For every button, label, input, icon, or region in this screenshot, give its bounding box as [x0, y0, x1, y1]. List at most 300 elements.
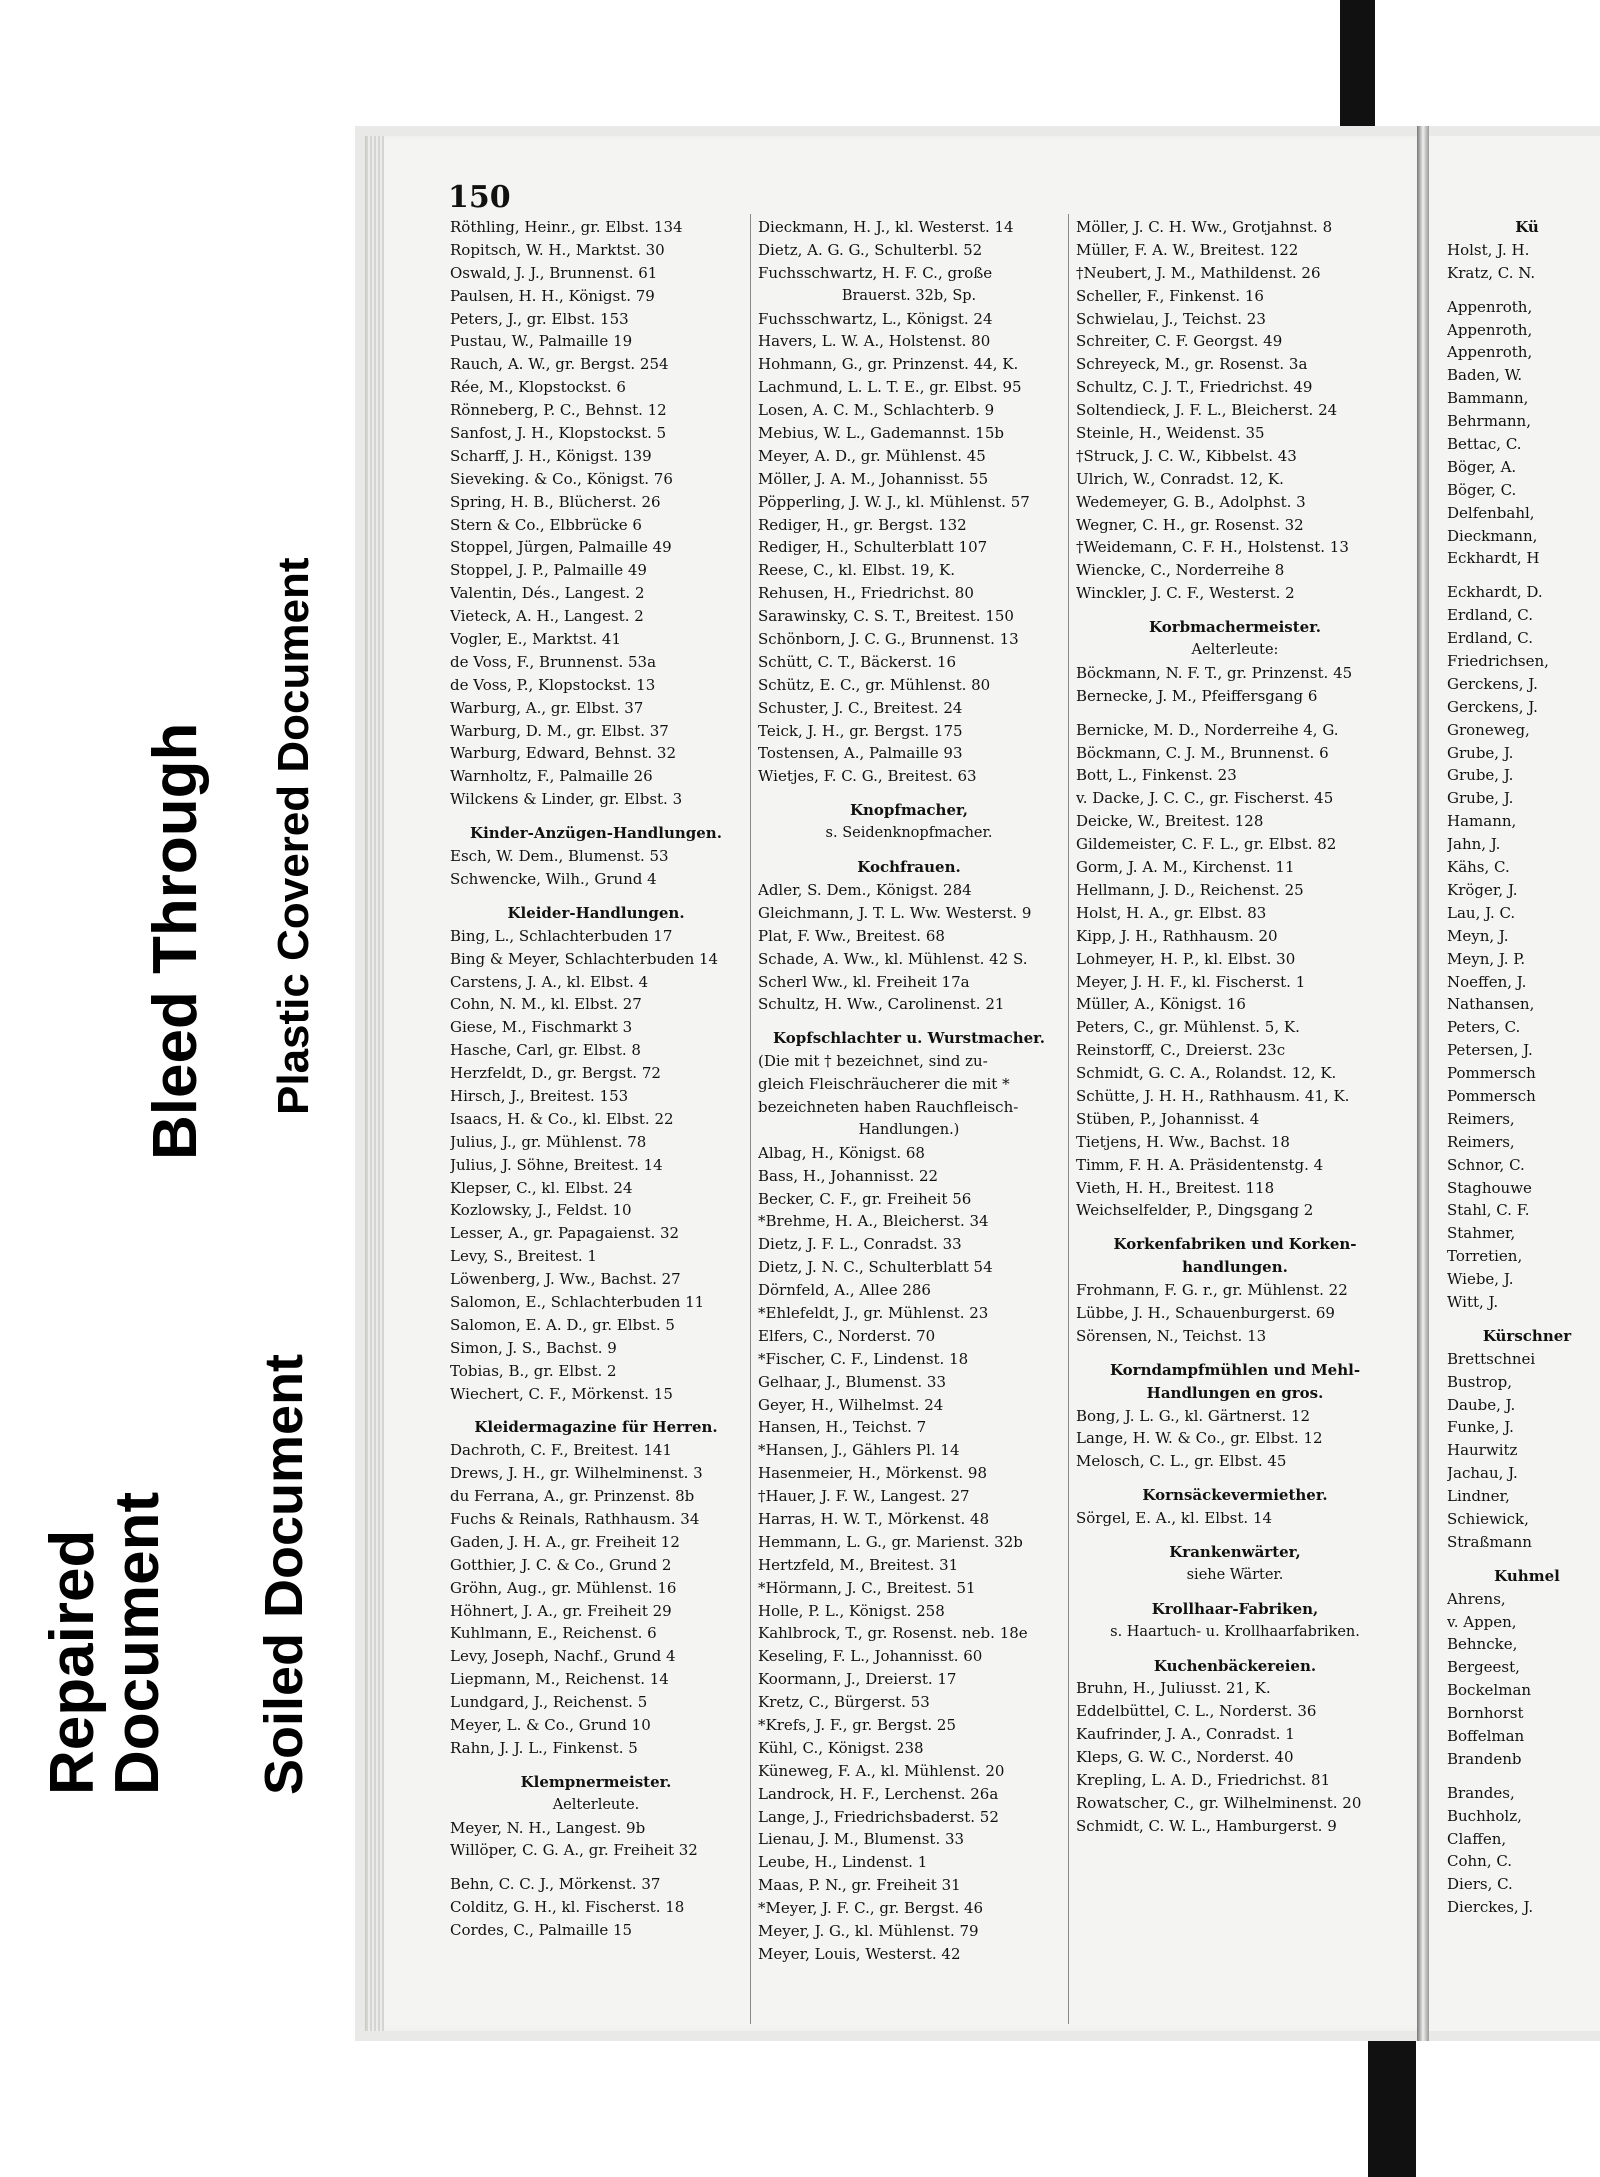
directory-entry: Gerckens, J.: [1447, 674, 1538, 693]
directory-entry: *Meyer, J. F. C., gr. Bergst. 46: [758, 1899, 984, 1918]
directory-entry: Hansen, H., Teichst. 7: [758, 1418, 927, 1437]
directory-entry: Stern & Co., Elbbrücke 6: [450, 515, 642, 534]
directory-entry: Bott, L., Finkenst. 23: [1076, 766, 1237, 785]
directory-entry: Drews, J. H., gr. Wilhelminenst. 3: [450, 1464, 703, 1483]
directory-entry: Hertzfeld, M., Breitest. 31: [758, 1555, 959, 1574]
directory-entry: Reese, C., kl. Elbst. 19, K.: [758, 561, 956, 580]
directory-entry: Bornhorst: [1447, 1704, 1524, 1723]
directory-entry: Baden, W.: [1447, 366, 1523, 385]
directory-entry: Havers, L. W. A., Holstenst. 80: [758, 332, 991, 351]
directory-entry: Meyer, L. & Co., Grund 10: [450, 1716, 651, 1734]
directory-entry: Schwencke, Wilh., Grund 4: [450, 869, 657, 888]
directory-entry: Teick, J. H., gr. Bergst. 175: [758, 721, 963, 740]
directory-entry: Schultz, C. J. T., Friedrichst. 49: [1076, 378, 1313, 397]
directory-entry: Warburg, A., gr. Elbst. 37: [450, 698, 644, 717]
directory-entry: Colditz, G. H., kl. Fischerst. 18: [450, 1898, 685, 1917]
directory-entry: Schwielau, J., Teichst. 23: [1076, 309, 1266, 328]
directory-entry: Erdland, C.: [1447, 629, 1533, 648]
directory-entry: *Krefs, J. F., gr. Bergst. 25: [758, 1716, 956, 1734]
directory-entry: siehe Wärter.: [1186, 1566, 1284, 1583]
directory-entry: Böger, C.: [1447, 480, 1517, 499]
directory-entry: Warnholtz, F., Palmaille 26: [450, 767, 653, 786]
directory-entry: Ulrich, W., Conradst. 12, K.: [1076, 469, 1284, 488]
directory-entry: Lachmund, L. L. T. E., gr. Elbst. 95: [758, 378, 1022, 397]
directory-entry: Bettac, C.: [1447, 435, 1522, 454]
directory-entry: Julius, J. Söhne, Breitest. 14: [450, 1155, 663, 1174]
directory-entry: Peters, C.: [1447, 1018, 1521, 1037]
directory-entry: Schmidt, C. W. L., Hamburgerst. 9: [1076, 1816, 1337, 1835]
spacer: [1447, 1314, 1600, 1325]
directory-entry: Meyer, J. G., kl. Mühlenst. 79: [758, 1922, 979, 1941]
spacer: [450, 891, 742, 902]
directory-entry: Appenroth,: [1447, 320, 1533, 339]
directory-entry: Rediger, H., gr. Bergst. 132: [758, 515, 967, 534]
directory-entry: Behncke,: [1447, 1635, 1518, 1654]
directory-entry: Diers, C.: [1447, 1875, 1513, 1894]
directory-entry: Aelterleute.: [552, 1796, 640, 1813]
directory-entry: Friedrichsen,: [1447, 652, 1549, 671]
directory-entry: Möller, J. A. M., Johannisst. 55: [758, 469, 989, 488]
directory-entry: Reimers,: [1447, 1109, 1515, 1128]
directory-entry: Staghouwe: [1447, 1178, 1532, 1197]
directory-entry: Grube, J.: [1447, 789, 1514, 808]
directory-entry: Behrmann,: [1447, 412, 1531, 431]
directory-entry: Kähs, C.: [1447, 858, 1510, 877]
directory-entry: *Ehlefeldt, J., gr. Mühlenst. 23: [758, 1303, 989, 1322]
directory-entry: Rahn, J. J. L., Finkenst. 5: [450, 1738, 638, 1757]
directory-entry: Schütz, E. C., gr. Mühlenst. 80: [758, 675, 991, 694]
column-divider: [1068, 214, 1069, 2024]
directory-entry: Simon, J. S., Bachst. 9: [450, 1338, 617, 1357]
directory-entry: Frohmann, F. G. r., gr. Mühlenst. 22: [1076, 1281, 1348, 1300]
book-spine: [1417, 126, 1429, 2041]
directory-entry: Kipp, J. H., Rathhausm. 20: [1076, 926, 1278, 945]
spacer: [758, 1016, 1060, 1027]
directory-entry: Reimers,: [1447, 1132, 1515, 1151]
directory-entry: Stahmer,: [1447, 1224, 1516, 1243]
directory-entry: Appenroth,: [1447, 343, 1533, 362]
directory-entry: Böger, A.: [1447, 457, 1517, 476]
directory-entry: Paulsen, H. H., Königst. 79: [450, 286, 655, 305]
directory-entry: *Brehme, H. A., Bleicherst. 34: [758, 1212, 989, 1231]
directory-entry: de Voss, F., Brunnenst. 53a: [450, 652, 657, 671]
directory-entry: Schütt, C. T., Bäckerst. 16: [758, 652, 957, 671]
directory-entry: Gaden, J. H. A., gr. Freiheit 12: [450, 1532, 680, 1551]
directory-entry: Eddelbüttel, C. L., Norderst. 36: [1076, 1702, 1317, 1721]
directory-entry: Weichselfelder, P., Dingsgang 2: [1076, 1201, 1314, 1220]
directory-entry: Carstens, J. A., kl. Elbst. 4: [450, 972, 649, 991]
directory-entry: Krepling, L. A. D., Friedrichst. 81: [1076, 1771, 1331, 1789]
spacer: [1447, 1771, 1600, 1782]
directory-entry: Rowatscher, C., gr. Wilhelminenst. 20: [1076, 1793, 1362, 1812]
directory-entry: Gotthier, J. C. & Co., Grund 2: [450, 1555, 672, 1574]
directory-entry: Bong, J. L. G., kl. Gärtnerst. 12: [1076, 1406, 1311, 1425]
directory-entry: gleich Fleischräucherer die mit *: [758, 1075, 1010, 1094]
directory-entry: Eckhardt, D.: [1447, 583, 1543, 602]
directory-entry: Hamann,: [1447, 812, 1517, 831]
directory-entry: *Hansen, J., Gählers Pl. 14: [758, 1441, 960, 1460]
spacer: [450, 811, 742, 822]
directory-entry: †Hauer, J. F. W., Langest. 27: [758, 1487, 970, 1506]
section-heading: Korbmachermeister.: [1149, 618, 1321, 637]
directory-entry: Maas, P. N., gr. Freiheit 31: [758, 1876, 961, 1895]
directory-entry: Kühl, C., Königst. 238: [758, 1738, 924, 1757]
directory-entry: Sarawinsky, C. S. T., Breitest. 150: [758, 607, 1014, 626]
directory-entry: Hirsch, J., Breitest. 153: [450, 1086, 629, 1105]
directory-entry: Schuster, J. C., Breitest. 24: [758, 698, 963, 717]
section-heading: Krankenwärter,: [1169, 1542, 1301, 1561]
directory-entry: Wietjes, F. C. G., Breitest. 63: [758, 767, 977, 786]
directory-entry: †Weidemann, C. F. H., Holstenst. 13: [1076, 538, 1349, 557]
directory-entry: Reinstorff, C., Dreierst. 23c: [1076, 1041, 1286, 1060]
directory-entry: Wiebe, J.: [1447, 1270, 1514, 1289]
directory-entry: Levy, Joseph, Nachf., Grund 4: [450, 1647, 676, 1666]
directory-entry: Warburg, Edward, Behnst. 32: [450, 744, 677, 763]
directory-entry: Schade, A. Ww., kl. Mühlenst. 42 S.: [758, 949, 1028, 968]
directory-entry: Rauch, A. W., gr. Bergst. 254: [450, 355, 669, 374]
directory-entry: Vieth, H. H., Breitest. 118: [1076, 1178, 1275, 1197]
directory-entry: Straßmann: [1447, 1532, 1532, 1551]
directory-entry: Kuhlmann, E., Reichenst. 6: [450, 1624, 657, 1643]
directory-entry: Plat, F. Ww., Breitest. 68: [758, 926, 945, 945]
directory-entry: Wegner, C. H., gr. Rosenst. 32: [1076, 515, 1304, 534]
spacer: [450, 1405, 742, 1416]
book-scan: [355, 126, 1600, 2041]
directory-entry: Schütte, J. H. H., Rathhausm. 41, K.: [1076, 1086, 1350, 1105]
directory-entry: Gleichmann, J. T. L. Ww. Westerst. 9: [758, 903, 1032, 922]
directory-entry: Schmidt, G. C. A., Rolandst. 12, K.: [1076, 1064, 1337, 1083]
directory-entry: Landrock, H. F., Lerchenst. 26a: [758, 1784, 999, 1803]
directory-entry: Behn, C. C. J., Mörkenst. 37: [450, 1875, 661, 1894]
directory-entry: Salomon, E. A. D., gr. Elbst. 5: [450, 1315, 675, 1334]
directory-entry: Wiechert, C. F., Mörkenst. 15: [450, 1384, 673, 1403]
section-heading: Korkenfabriken und Korken-: [1113, 1235, 1357, 1254]
directory-entry: Scharff, J. H., Königst. 139: [450, 446, 652, 465]
directory-entry: Lange, J., Friedrichsbaderst. 52: [758, 1807, 999, 1826]
directory-entry: Nathansen,: [1447, 995, 1535, 1014]
directory-entry: Ropitsch, W. H., Marktst. 30: [450, 240, 665, 259]
directory-entry: Holst, J. H.: [1447, 240, 1530, 259]
directory-entry: Valentin, Dés., Langest. 2: [450, 584, 645, 603]
directory-entry: Mebius, W. L., Gademannst. 15b: [758, 424, 1004, 443]
directory-entry: Brandenb: [1447, 1749, 1522, 1768]
directory-entry: Scheller, F., Finkenst. 16: [1076, 286, 1264, 305]
directory-entry: *Fischer, C. F., Lindenst. 18: [758, 1349, 969, 1368]
section-heading: handlungen.: [1182, 1258, 1288, 1277]
directory-entry: Löwenberg, J. Ww., Bachst. 27: [450, 1270, 681, 1289]
bottom-right-tab: [1368, 2035, 1416, 2177]
directory-entry: Meyer, A. D., gr. Mühlenst. 45: [758, 446, 986, 465]
spacer: [1076, 605, 1394, 616]
directory-entry: bezeichneten haben Rauchfleisch-: [758, 1097, 1019, 1116]
directory-entry: Adler, S. Dem., Königst. 284: [758, 880, 972, 899]
directory-entry: Vogler, E., Marktst. 41: [450, 630, 622, 649]
directory-entry: Gerckens, J.: [1447, 697, 1538, 716]
directory-entry: Gelhaar, J., Blumenst. 33: [758, 1372, 947, 1391]
directory-entry: Deicke, W., Breitest. 128: [1076, 812, 1264, 831]
directory-entry: Pommersch: [1447, 1086, 1536, 1105]
directory-entry: Kratz, C. N.: [1447, 263, 1536, 282]
directory-entry: Bernicke, M. D., Norderreihe 4, G.: [1076, 720, 1339, 739]
directory-page: [365, 136, 1420, 2031]
directory-entry: Funke, J.: [1447, 1418, 1514, 1437]
directory-entry: Rehusen, H., Friedrichst. 80: [758, 584, 974, 603]
section-heading: Kuchenbäckereien.: [1153, 1656, 1317, 1675]
directory-entry: Warburg, D. M., gr. Elbst. 37: [450, 721, 669, 740]
directory-entry: Wiencke, C., Norderreihe 8: [1076, 561, 1285, 580]
directory-entry: Rönneberg, P. C., Behnst. 12: [450, 401, 667, 420]
directory-entry: Pommersch: [1447, 1064, 1536, 1083]
directory-entry: Hemmann, L. G., gr. Marienst. 32b: [758, 1532, 1023, 1551]
directory-entry: de Voss, P., Klopstockst. 13: [450, 675, 656, 694]
directory-entry: Cohn, N. M., kl. Elbst. 27: [450, 995, 642, 1014]
directory-entry: Bustrop,: [1447, 1372, 1512, 1391]
directory-entry: Sanfost, J. H., Klopstockst. 5: [450, 424, 667, 443]
spacer: [1076, 1222, 1394, 1233]
directory-entry: Hasche, Carl, gr. Elbst. 8: [450, 1041, 641, 1060]
directory-entry: Röthling, Heinr., gr. Elbst. 134: [450, 218, 683, 236]
directory-entry: Wilckens & Linder, gr. Elbst. 3: [450, 790, 683, 809]
directory-entry: Tobias, B., gr. Elbst. 2: [450, 1361, 617, 1380]
directory-entry: Bing, L., Schlachterbuden 17: [450, 926, 673, 945]
spacer: [1076, 708, 1394, 719]
directory-entry: Witt, J.: [1447, 1292, 1499, 1311]
directory-entry: Oswald, J. J., Brunnenst. 61: [450, 263, 658, 282]
directory-entry: Höhnert, J. A., gr. Freiheit 29: [450, 1601, 672, 1620]
directory-entry: (Die mit † bezeichnet, sind zu-: [758, 1052, 988, 1071]
directory-entry: Losen, A. C. M., Schlachterb. 9: [758, 401, 995, 420]
column-2: [758, 216, 1060, 1966]
directory-entry: Tostensen, A., Palmaille 93: [758, 744, 963, 763]
directory-entry: Ahrens,: [1447, 1589, 1506, 1608]
directory-entry: Fuchs & Reinals, Rathhausm. 34: [450, 1509, 700, 1528]
directory-entry: Schultz, H. Ww., Carolinenst. 21: [758, 995, 1005, 1014]
column-4: [1447, 216, 1600, 1919]
directory-entry: Steinle, H., Weidenst. 35: [1076, 424, 1265, 443]
directory-entry: Daube, J.: [1447, 1395, 1516, 1414]
directory-entry: Schönborn, J. C. G., Brunnenst. 13: [758, 630, 1019, 649]
directory-entry: Pöpperling, J. W. J., kl. Mühlenst. 57: [758, 492, 1030, 511]
section-heading: Kürschner: [1482, 1326, 1572, 1345]
directory-entry: Torretien,: [1447, 1247, 1523, 1266]
directory-entry: Lohmeyer, H. P., kl. Elbst. 30: [1076, 949, 1296, 968]
directory-entry: Grube, J.: [1447, 766, 1514, 785]
directory-entry: du Ferrana, A., gr. Prinzenst. 8b: [450, 1487, 695, 1506]
directory-entry: Geyer, H., Wilhelmst. 24: [758, 1395, 944, 1414]
directory-entry: Gorm, J. A. M., Kirchenst. 11: [1076, 858, 1295, 877]
directory-entry: Kretz, C., Bürgerst. 53: [758, 1693, 930, 1712]
directory-entry: Holst, H. A., gr. Elbst. 83: [1076, 903, 1267, 922]
directory-entry: Peters, J., gr. Elbst. 153: [450, 309, 629, 328]
directory-entry: Meyer, Louis, Westerst. 42: [758, 1944, 961, 1963]
directory-entry: Isaacs, H. & Co., kl. Elbst. 22: [450, 1109, 674, 1128]
directory-entry: Kleps, G. W. C., Norderst. 40: [1076, 1748, 1294, 1767]
directory-entry: Petersen, J.: [1447, 1041, 1533, 1060]
directory-entry: Brandes,: [1447, 1783, 1515, 1802]
directory-entry: Handlungen.): [858, 1121, 960, 1138]
directory-entry: Stoppel, J. P., Palmaille 49: [450, 561, 647, 580]
directory-entry: Julius, J., gr. Mühlenst. 78: [450, 1132, 647, 1151]
directory-entry: Fuchsschwartz, H. F. C., große: [758, 263, 993, 282]
directory-entry: Bernecke, J. M., Pfeiffersgang 6: [1076, 686, 1318, 705]
directory-entry: Wedemeyer, G. B., Adolphst. 3: [1076, 492, 1306, 511]
directory-entry: Meyn, J.: [1447, 926, 1509, 945]
directory-entry: Bergeest,: [1447, 1658, 1520, 1677]
directory-entry: Dietz, J. F. L., Conradst. 33: [758, 1235, 962, 1254]
directory-entry: Lindner,: [1447, 1487, 1510, 1506]
directory-entry: Lange, H. W. & Co., gr. Elbst. 12: [1076, 1429, 1323, 1448]
directory-entry: Stüben, P., Johannisst. 4: [1076, 1109, 1260, 1128]
spacer: [758, 788, 1060, 799]
directory-entry: Hasenmeier, H., Mörkenst. 98: [758, 1464, 988, 1483]
section-heading: Knopfmacher,: [849, 801, 969, 820]
directory-entry: Leube, H., Lindenst. 1: [758, 1853, 928, 1872]
directory-entry: Sörensen, N., Teichst. 13: [1076, 1326, 1267, 1345]
directory-entry: †Neubert, J. M., Mathildenst. 26: [1076, 263, 1321, 282]
directory-entry: Gröhn, Aug., gr. Mühlenst. 16: [450, 1578, 677, 1597]
directory-entry: Dietz, J. N. C., Schulterblatt 54: [758, 1258, 993, 1277]
spacer: [1076, 1473, 1394, 1484]
directory-entry: Meyer, J. H. F., kl. Fischerst. 1: [1076, 972, 1306, 991]
directory-entry: Sieveking. & Co., Königst. 76: [450, 469, 673, 488]
directory-entry: Sörgel, E. A., kl. Elbst. 14: [1076, 1509, 1273, 1528]
label-bleed-through: Bleed Through: [141, 722, 210, 1160]
directory-entry: Vieteck, A. H., Langest. 2: [450, 607, 644, 626]
directory-entry: Boffelman: [1447, 1727, 1525, 1745]
directory-entry: Levy, S., Breitest. 1: [450, 1247, 597, 1266]
spacer: [758, 845, 1060, 856]
directory-entry: Schreiter, C. F. Georgst. 49: [1076, 332, 1283, 351]
directory-entry: Stoppel, Jürgen, Palmaille 49: [450, 538, 672, 557]
directory-entry: Pustau, W., Palmaille 19: [450, 332, 633, 351]
directory-entry: Lundgard, J., Reichenst. 5: [450, 1693, 648, 1712]
directory-entry: Bruhn, H., Juliusst. 21, K.: [1076, 1679, 1271, 1698]
section-heading: Kuhmel: [1494, 1566, 1560, 1585]
spacer: [1447, 570, 1600, 581]
spacer: [450, 1862, 742, 1873]
directory-entry: Giese, M., Fischmarkt 3: [450, 1018, 633, 1037]
directory-entry: Willöper, C. G. A., gr. Freiheit 32: [450, 1841, 698, 1860]
directory-entry: Aelterleute:: [1191, 642, 1279, 659]
directory-entry: Groneweg,: [1447, 720, 1530, 739]
directory-entry: Holle, P. L., Königst. 258: [758, 1601, 945, 1620]
section-heading: Kinder-Anzügen-Handlungen.: [470, 824, 722, 843]
directory-entry: Möller, J. C. H. Ww., Grotjahnst. 8: [1076, 218, 1333, 236]
directory-entry: Esch, W. Dem., Blumenst. 53: [450, 847, 669, 866]
directory-entry: s. Seidenknopfmacher.: [825, 825, 993, 842]
directory-entry: Albag, H., Königst. 68: [758, 1143, 925, 1162]
directory-entry: Dietz, A. G. G., Schulterbl. 52: [758, 240, 983, 259]
directory-entry: Dieckmann, H. J., kl. Westerst. 14: [758, 218, 1014, 236]
directory-entry: Hohmann, G., gr. Prinzenst. 44, K.: [758, 355, 1019, 374]
directory-entry: v. Dacke, J. C. C., gr. Fischerst. 45: [1076, 789, 1334, 808]
directory-entry: Appenroth,: [1447, 297, 1533, 316]
section-heading: Krollhaar-Fabriken,: [1151, 1599, 1319, 1618]
spacer: [1076, 1644, 1394, 1655]
directory-entry: Erdland, C.: [1447, 606, 1533, 625]
directory-entry: Haurwitz: [1447, 1441, 1518, 1460]
directory-entry: Noeffen, J.: [1447, 972, 1527, 991]
directory-entry: Kahlbrock, T., gr. Rosenst. neb. 18e: [758, 1624, 1028, 1643]
facing-page-clipped: [1429, 136, 1600, 2031]
spacer: [1076, 1530, 1394, 1541]
spacer: [450, 1760, 742, 1771]
directory-entry: Gildemeister, C. F. L., gr. Elbst. 82: [1076, 835, 1337, 854]
section-heading: Kornsäckevermiether.: [1142, 1486, 1328, 1505]
directory-entry: Schiewick,: [1447, 1509, 1529, 1528]
directory-entry: Scherl Ww., kl. Freiheit 17a: [758, 972, 970, 991]
directory-entry: Bockelman: [1447, 1681, 1532, 1700]
directory-entry: Meyn, J. P.: [1447, 949, 1526, 968]
directory-entry: Rediger, H., Schulterblatt 107: [758, 538, 988, 557]
directory-entry: Kozlowsky, J., Feldst. 10: [450, 1201, 632, 1220]
page-number: 150: [448, 180, 511, 215]
spacer: [1447, 1554, 1600, 1565]
directory-entry: *Hörmann, J. C., Breitest. 51: [758, 1578, 976, 1597]
directory-entry: Böckmann, C. J. M., Brunnenst. 6: [1076, 743, 1329, 762]
directory-entry: Delfenbahl,: [1447, 503, 1535, 522]
label-soiled-document: Soiled Document: [254, 1353, 314, 1795]
directory-entry: Harras, H. W. T., Mörkenst. 48: [758, 1509, 990, 1528]
directory-entry: Lübbe, J. H., Schauenburgerst. 69: [1076, 1303, 1335, 1322]
top-right-tab: [1340, 0, 1375, 140]
directory-entry: †Struck, J. C. W., Kibbelst. 43: [1076, 446, 1297, 465]
directory-entry: Timm, F. H. A. Präsidentenstg. 4: [1076, 1155, 1324, 1174]
directory-entry: Cohn, C.: [1447, 1852, 1513, 1871]
directory-entry: Rée, M., Klopstockst. 6: [450, 378, 626, 397]
directory-entry: Lau, J. C.: [1447, 903, 1516, 922]
directory-entry: Dieckmann,: [1447, 526, 1538, 545]
directory-entry: Küneweg, F. A., kl. Mühlenst. 20: [758, 1761, 1005, 1780]
directory-entry: Dierckes, J.: [1447, 1898, 1534, 1917]
directory-entry: Salomon, E., Schlachterbuden 11: [450, 1292, 705, 1311]
directory-entry: Claffen,: [1447, 1829, 1507, 1848]
directory-entry: Schreyeck, M., gr. Rosenst. 3a: [1076, 355, 1308, 374]
section-heading: Korndampfmühlen und Mehl-: [1109, 1360, 1361, 1379]
directory-entry: Herzfeldt, D., gr. Bergst. 72: [450, 1064, 661, 1083]
watermark-labels: [0, 0, 352, 2177]
directory-entry: Stahl, C. F.: [1447, 1201, 1530, 1220]
directory-entry: Kröger, J.: [1447, 880, 1518, 899]
directory-entry: Kaufrinder, J. A., Conradst. 1: [1076, 1725, 1295, 1744]
column-divider: [750, 214, 751, 2024]
directory-entry: Fuchsschwartz, L., Königst. 24: [758, 309, 993, 328]
directory-entry: Bing & Meyer, Schlachterbuden 14: [450, 949, 719, 968]
section-heading: Klempnermeister.: [520, 1772, 672, 1791]
label-plastic-covered-document: Plastic Covered Document: [269, 557, 318, 1115]
column-3: [1076, 216, 1394, 1838]
section-heading: Kleider-Handlungen.: [507, 903, 685, 922]
directory-entry: Cordes, C., Palmaille 15: [450, 1921, 633, 1940]
section-heading: Kopfschlachter u. Wurstmacher.: [773, 1029, 1045, 1048]
directory-entry: Soltendieck, J. F. L., Bleicherst. 24: [1076, 401, 1338, 420]
label-repaired-document: Repaired Document: [38, 1491, 173, 1795]
section-heading: Handlungen en gros.: [1146, 1383, 1324, 1402]
directory-entry: Müller, F. A. W., Breitest. 122: [1076, 240, 1299, 259]
column-1: [450, 216, 742, 1942]
directory-entry: Lesser, A., gr. Papagaienst. 32: [450, 1224, 680, 1243]
directory-entry: Liepmann, M., Reichenst. 14: [450, 1670, 669, 1689]
directory-entry: Brauerst. 32b, Sp.: [841, 287, 977, 304]
spacer: [1076, 1587, 1394, 1598]
directory-entry: Becker, C. F., gr. Freiheit 56: [758, 1189, 972, 1208]
directory-entry: Brettschnei: [1447, 1349, 1536, 1368]
directory-entry: Tietjens, H. Ww., Bachst. 18: [1076, 1132, 1290, 1151]
directory-entry: Melosch, C. L., gr. Elbst. 45: [1076, 1452, 1287, 1471]
directory-entry: Meyer, N. H., Langest. 9b: [450, 1818, 646, 1837]
directory-entry: Böckmann, N. F. T., gr. Prinzenst. 45: [1076, 663, 1353, 682]
directory-entry: Hellmann, J. D., Reichenst. 25: [1076, 880, 1304, 899]
